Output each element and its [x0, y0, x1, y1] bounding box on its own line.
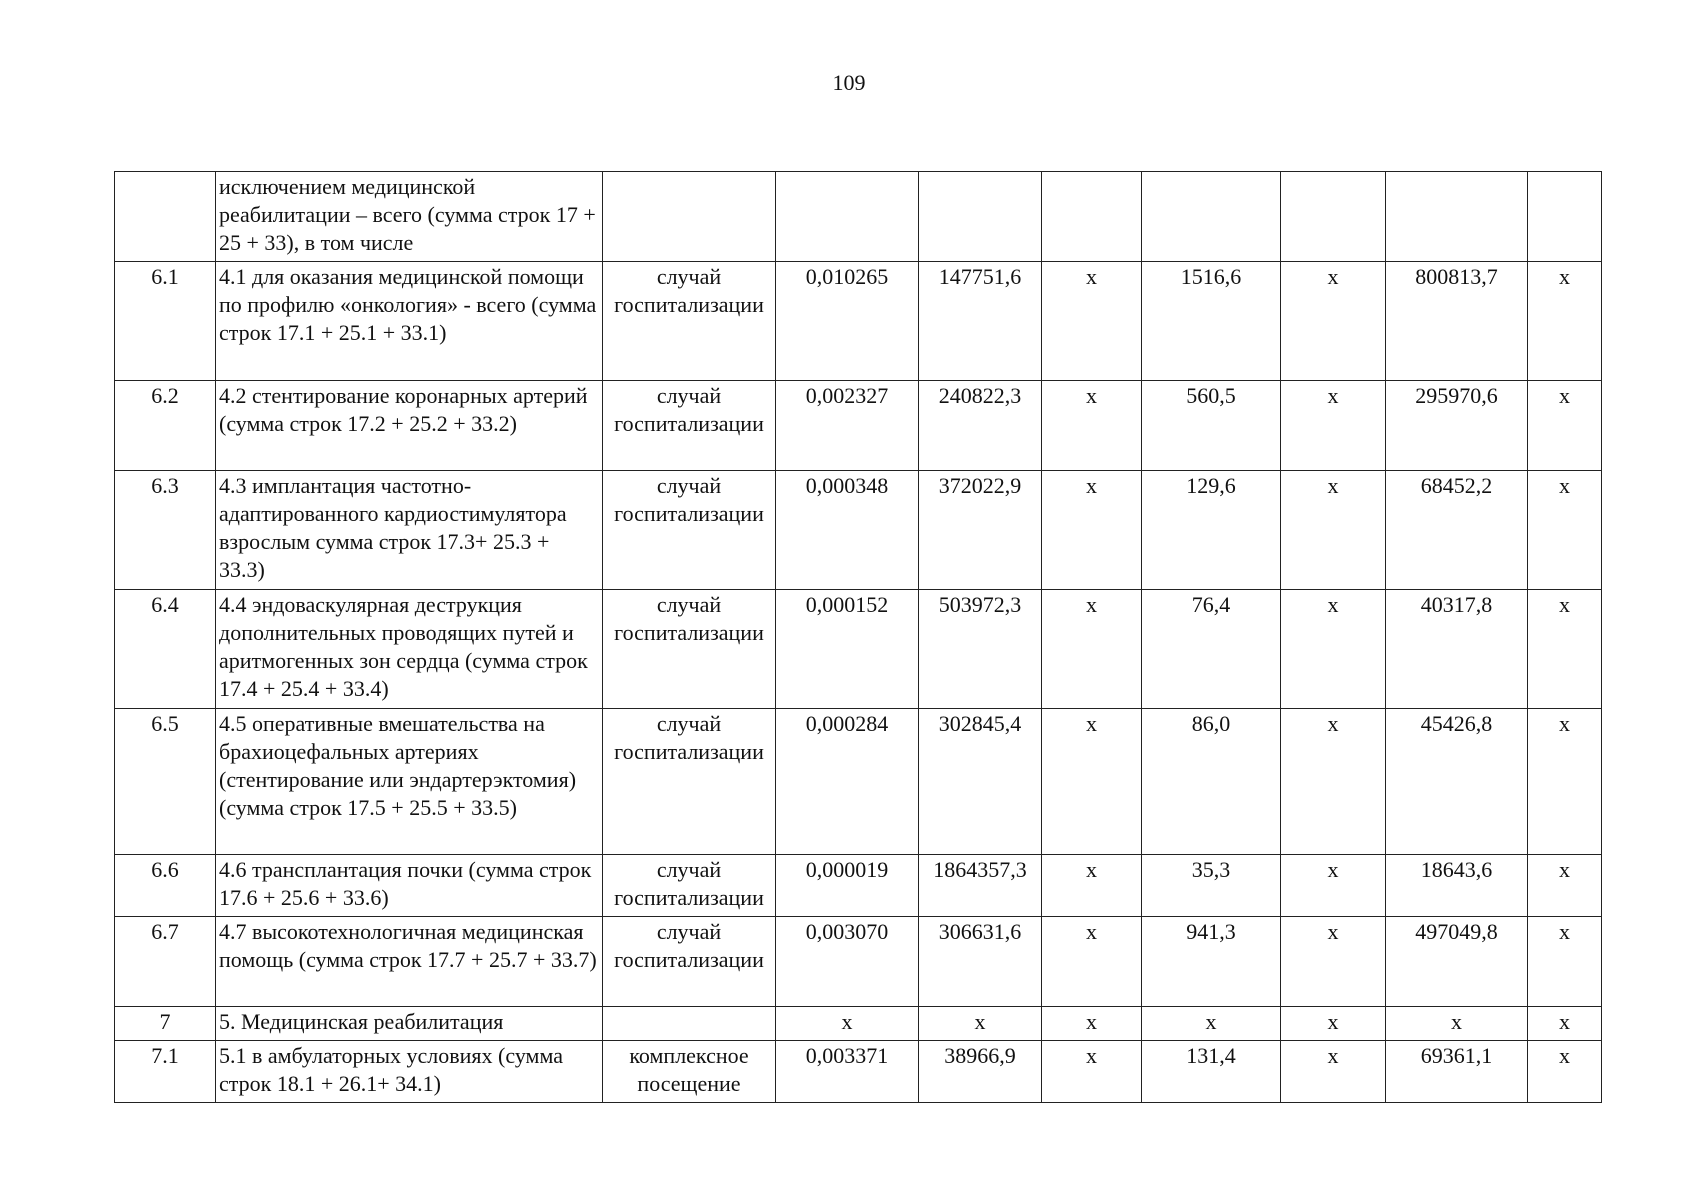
value-cell: 38966,9 [919, 1041, 1042, 1103]
indicator-name-cell: 4.5 оперативные вмешательства на брахиоцефальных артериях (стентирование или эндартерэктомия) (сумма строк 17.5 + 25.5 + 33.5) [216, 709, 603, 855]
data-table [114, 171, 1602, 1103]
row-number-cell [115, 172, 216, 262]
value-cell [1281, 172, 1386, 262]
value-cell: 0,000019 [776, 855, 919, 917]
value-cell: х [776, 1007, 919, 1041]
value-cell: х [919, 1007, 1042, 1041]
value-cell: 497049,8 [1386, 917, 1528, 1007]
table-row [115, 590, 1602, 709]
value-cell [1528, 172, 1602, 262]
value-cell: 1864357,3 [919, 855, 1042, 917]
value-cell: 147751,6 [919, 262, 1042, 381]
value-cell: х [1281, 381, 1386, 471]
indicator-name-cell: 4.2 стентирование коронарных артерий (сумма строк 17.2 + 25.2 + 33.2) [216, 381, 603, 471]
value-cell: х [1042, 1041, 1142, 1103]
row-number-cell: 6.7 [115, 917, 216, 1007]
value-cell: х [1528, 917, 1602, 1007]
value-cell: 129,6 [1142, 471, 1281, 590]
value-cell: 560,5 [1142, 381, 1281, 471]
value-cell: х [1528, 471, 1602, 590]
table-row [115, 1007, 1602, 1041]
value-cell: х [1386, 1007, 1528, 1041]
value-cell: 302845,4 [919, 709, 1042, 855]
value-cell: х [1281, 1007, 1386, 1041]
value-cell: 306631,6 [919, 917, 1042, 1007]
value-cell: х [1281, 262, 1386, 381]
indicator-name-cell: 4.4 эндоваскулярная деструкция дополнительных проводящих путей и аритмогенных зон сердца (сумма строк 17.4 + 25.4 + 33.4) [216, 590, 603, 709]
indicator-name-cell: 4.3 имплантация частотно-адаптированного кардиостимулятора взрослым сумма строк 17.3+ 25.3 + 33.3) [216, 471, 603, 590]
value-cell: х [1528, 709, 1602, 855]
indicator-name-cell: 4.6 трансплантация почки (сумма строк 17.6 + 25.6 + 33.6) [216, 855, 603, 917]
value-cell: х [1042, 381, 1142, 471]
value-cell: 131,4 [1142, 1041, 1281, 1103]
value-cell: 0,002327 [776, 381, 919, 471]
row-number-cell: 7.1 [115, 1041, 216, 1103]
value-cell: х [1528, 381, 1602, 471]
table-row [115, 855, 1602, 917]
indicator-name-cell: 5.1 в амбулаторных условиях (сумма строк 18.1 + 26.1+ 34.1) [216, 1041, 603, 1103]
value-cell: х [1281, 1041, 1386, 1103]
value-cell [919, 172, 1042, 262]
value-cell: 941,3 [1142, 917, 1281, 1007]
value-cell: 295970,6 [1386, 381, 1528, 471]
value-cell: х [1042, 917, 1142, 1007]
value-cell: 18643,6 [1386, 855, 1528, 917]
page-number: 109 [832, 70, 866, 95]
table-row [115, 1041, 1602, 1103]
unit-cell: комплексное посещение [603, 1041, 776, 1103]
table-row [115, 172, 1602, 262]
value-cell: 0,010265 [776, 262, 919, 381]
unit-cell: случай госпитализации [603, 262, 776, 381]
row-number-cell: 6.1 [115, 262, 216, 381]
table-row [115, 262, 1602, 381]
value-cell: 1516,6 [1142, 262, 1281, 381]
unit-cell: случай госпитализации [603, 917, 776, 1007]
value-cell: х [1281, 471, 1386, 590]
indicator-name-cell: 5. Медицинская реабилитация [216, 1007, 603, 1041]
indicator-name-cell: исключением медицинской реабилитации – всего (сумма строк 17 + 25 + 33), в том числе [216, 172, 603, 262]
value-cell: х [1528, 262, 1602, 381]
indicator-name-cell: 4.7 высокотехнологичная медицинская помощь (сумма строк 17.7 + 25.7 + 33.7) [216, 917, 603, 1007]
table-row [115, 709, 1602, 855]
row-number-cell: 6.5 [115, 709, 216, 855]
value-cell: х [1042, 709, 1142, 855]
value-cell: 76,4 [1142, 590, 1281, 709]
value-cell: 503972,3 [919, 590, 1042, 709]
value-cell: х [1042, 590, 1142, 709]
value-cell: х [1528, 590, 1602, 709]
value-cell [1386, 172, 1528, 262]
row-number-cell: 6.3 [115, 471, 216, 590]
value-cell: 240822,3 [919, 381, 1042, 471]
value-cell: 69361,1 [1386, 1041, 1528, 1103]
value-cell: х [1142, 1007, 1281, 1041]
value-cell: х [1281, 590, 1386, 709]
value-cell: 86,0 [1142, 709, 1281, 855]
value-cell: х [1042, 855, 1142, 917]
value-cell: х [1042, 262, 1142, 381]
table-row [115, 471, 1602, 590]
value-cell: 0,000348 [776, 471, 919, 590]
indicator-name-cell: 4.1 для оказания медицинской помощи по профилю «онкология» - всего (сумма строк 17.1 + 25.1 + 33.1) [216, 262, 603, 381]
value-cell: х [1528, 1007, 1602, 1041]
value-cell: х [1528, 1041, 1602, 1103]
value-cell: х [1281, 917, 1386, 1007]
value-cell: 68452,2 [1386, 471, 1528, 590]
value-cell: 0,003371 [776, 1041, 919, 1103]
unit-cell: случай госпитализации [603, 855, 776, 917]
row-number-cell: 6.6 [115, 855, 216, 917]
value-cell: х [1281, 709, 1386, 855]
value-cell: 0,000284 [776, 709, 919, 855]
value-cell: 0,003070 [776, 917, 919, 1007]
value-cell: 35,3 [1142, 855, 1281, 917]
row-number-cell: 7 [115, 1007, 216, 1041]
value-cell [1042, 172, 1142, 262]
table-row [115, 381, 1602, 471]
value-cell: 800813,7 [1386, 262, 1528, 381]
value-cell: х [1528, 855, 1602, 917]
value-cell: х [1042, 1007, 1142, 1041]
unit-cell [603, 172, 776, 262]
unit-cell: случай госпитализации [603, 590, 776, 709]
unit-cell: случай госпитализации [603, 471, 776, 590]
row-number-cell: 6.4 [115, 590, 216, 709]
unit-cell: случай госпитализации [603, 709, 776, 855]
value-cell [1142, 172, 1281, 262]
unit-cell: случай госпитализации [603, 381, 776, 471]
value-cell: 372022,9 [919, 471, 1042, 590]
value-cell: 0,000152 [776, 590, 919, 709]
table-row [115, 917, 1602, 1007]
row-number-cell: 6.2 [115, 381, 216, 471]
unit-cell [603, 1007, 776, 1041]
value-cell: х [1042, 471, 1142, 590]
value-cell: 45426,8 [1386, 709, 1528, 855]
value-cell: 40317,8 [1386, 590, 1528, 709]
value-cell: х [1281, 855, 1386, 917]
value-cell [776, 172, 919, 262]
